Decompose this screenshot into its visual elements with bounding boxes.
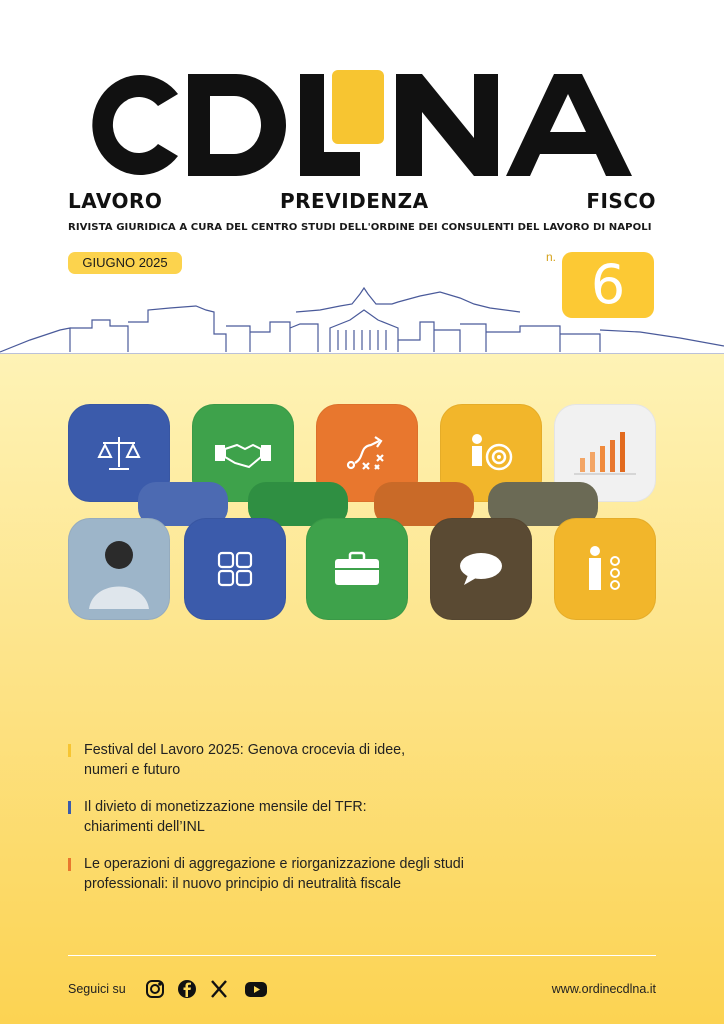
footer-divider — [68, 955, 656, 956]
cover-header — [0, 0, 724, 354]
headline-text: Festival del Lavoro 2025: Genova crocevia di idee, — [84, 742, 406, 758]
facebook-icon[interactable] — [176, 978, 198, 1000]
chart-photo — [570, 428, 640, 478]
person-photo — [79, 529, 159, 609]
youtube-icon[interactable] — [244, 978, 266, 1000]
headline-bullet — [68, 744, 71, 757]
tile-speech-bubble — [430, 518, 532, 620]
headline-text: chiarimenti dell’INL — [84, 819, 205, 835]
strategy-icon — [345, 433, 389, 473]
headline-text: professionali: il nuovo principio di neutralità fiscale — [84, 876, 402, 892]
speech-bubble-icon — [458, 551, 504, 587]
section-labels — [68, 189, 656, 215]
headline-bullet — [68, 858, 71, 871]
tile-checklist — [554, 518, 656, 620]
naples-skyline-illustration — [0, 282, 724, 356]
tile-linked-hands — [184, 518, 286, 620]
tile-person-photo — [68, 518, 170, 620]
headline-item[interactable] — [68, 740, 668, 780]
issue-prefix: n. — [546, 250, 557, 264]
headline-item[interactable] — [68, 854, 668, 894]
headline-text: Il divieto di monetizzazione mensile del TFR: — [84, 799, 367, 815]
cdlna-logo — [66, 60, 658, 190]
website-link[interactable]: www.ordinecdlna.it — [551, 982, 656, 996]
target-person-icon — [469, 431, 513, 475]
instagram-icon[interactable] — [144, 978, 166, 1000]
follow-label: Seguici su — [68, 982, 126, 996]
section-fisco: FISCO — [586, 189, 656, 213]
checklist-person-icon — [585, 545, 625, 593]
headline-list — [68, 740, 668, 911]
tile-briefcase — [306, 518, 408, 620]
headline-bullet — [68, 801, 71, 814]
linked-hands-icon — [213, 547, 257, 591]
x-icon[interactable] — [208, 978, 230, 1000]
headline-text: numeri e futuro — [84, 762, 181, 778]
handshake-icon — [215, 437, 271, 469]
issue-number-badge: 6 — [562, 252, 654, 318]
section-lavoro: LAVORO — [68, 189, 163, 213]
scales-icon — [97, 433, 141, 473]
headline-item[interactable] — [68, 797, 668, 837]
section-previdenza: PREVIDENZA — [280, 189, 429, 213]
headline-text: Le operazioni di aggregazione e riorganizzazione degli studi — [84, 856, 464, 872]
photo-icon-grid — [68, 404, 656, 620]
tagline: RIVISTA GIURIDICA A CURA DEL CENTRO STUDI DELL'ORDINE DEI CONSULENTI DEL LAVORO DI NAPOLI — [68, 222, 652, 233]
issue-date-badge: GIUGNO 2025 — [68, 252, 182, 274]
briefcase-icon — [333, 551, 381, 587]
